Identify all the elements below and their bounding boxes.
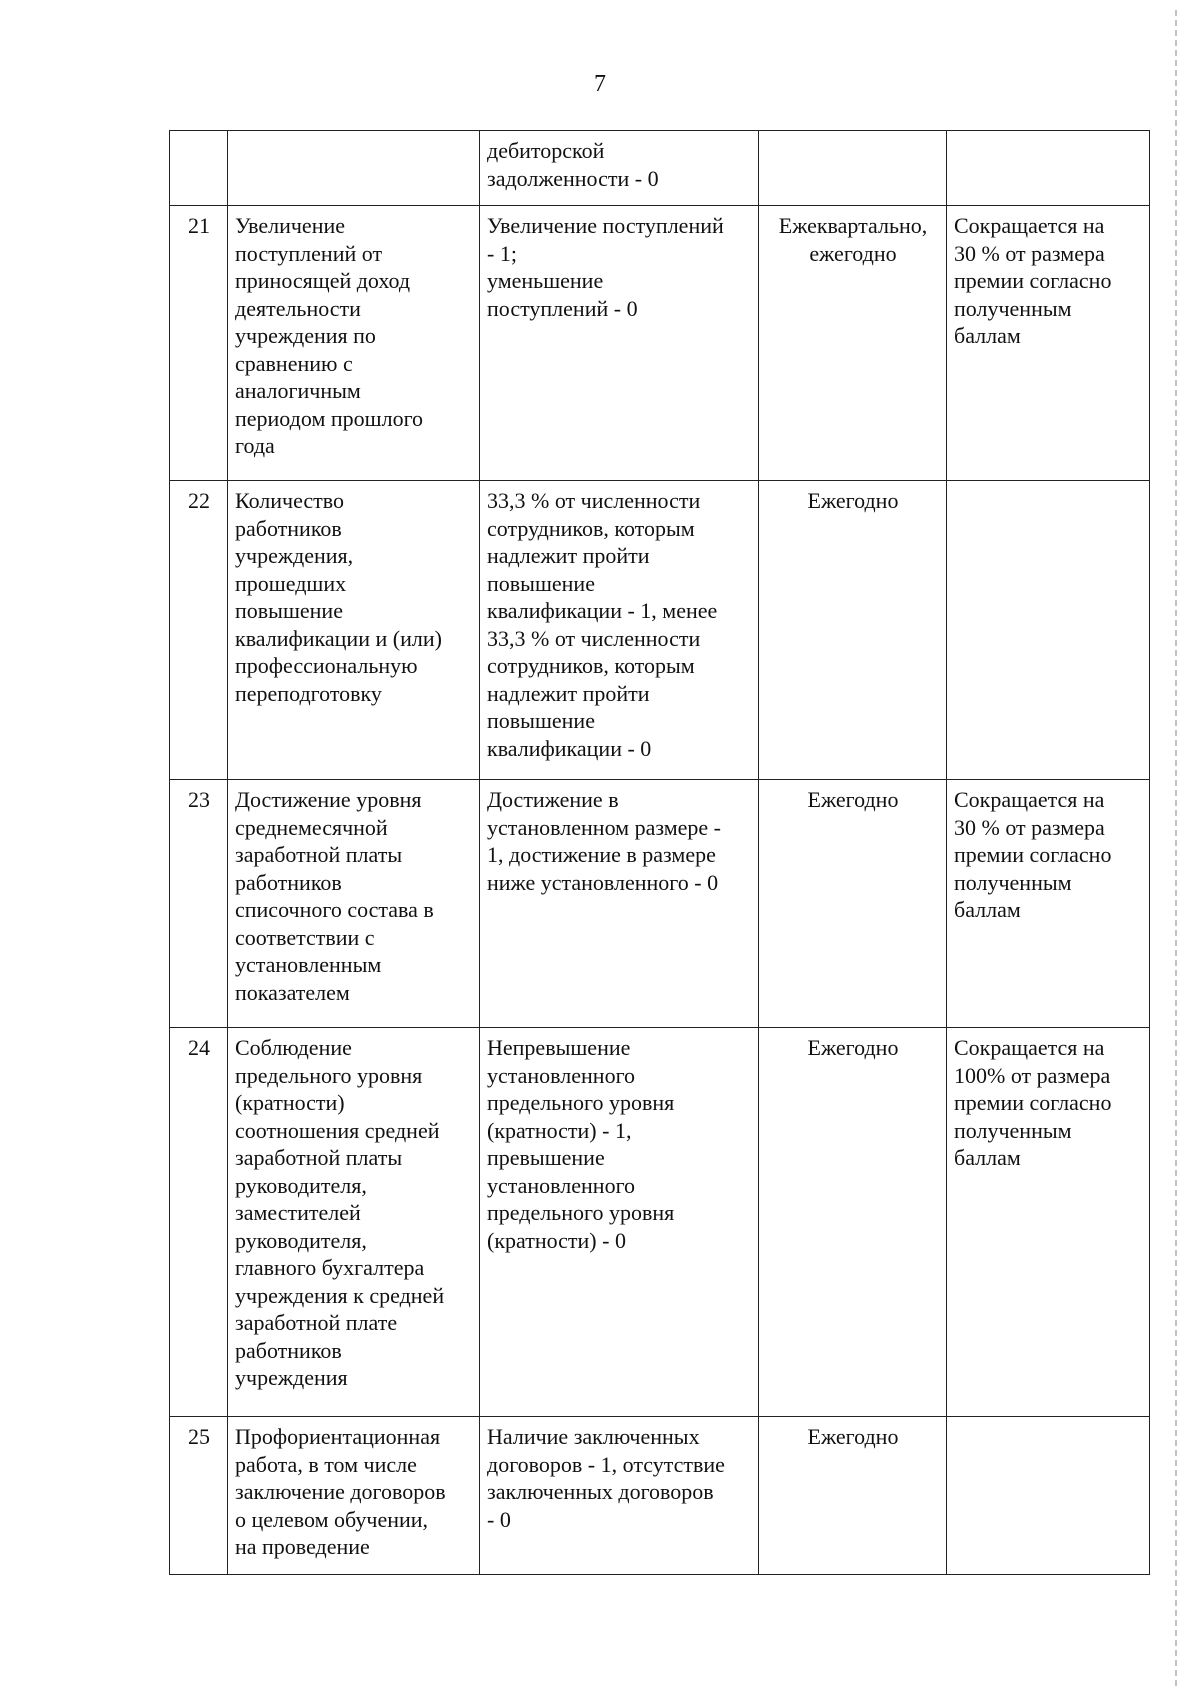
- criterion-name-cell: Увеличение поступлений от приносящей доход деятельности учреждения по сравнению с аналогичным периодом прошлого года: [228, 206, 480, 481]
- criterion-name-cell: Профориентационная работа, в том числе заключение договоров о целевом обучении, на проведение: [228, 1417, 480, 1575]
- reduction-cell: Сокращается на 30 % от размера премии согласно полученным баллам: [947, 780, 1150, 1028]
- criterion-name-cell: Соблюдение предельного уровня (кратности) соотношения средней заработной платы руководителя, заместителей руководителя, главного бухгалтера учреждения к средней заработной плате работников учреждения: [228, 1028, 480, 1417]
- table-row: [170, 206, 1150, 481]
- criterion-value-cell: 33,3 % от численности сотрудников, которым надлежит пройти повышение квалификации - 1, менее 33,3 % от численности сотрудников, которым надлежит пройти повышение квалификации - 0: [480, 481, 759, 780]
- reduction-cell: [947, 1417, 1150, 1575]
- criterion-value-cell: Непревышение установленного предельного уровня (кратности) - 1, превышение установленного предельного уровня (кратности) - 0: [480, 1028, 759, 1417]
- criterion-value-cell: Наличие заключенных договоров - 1, отсутствие заключенных договоров - 0: [480, 1417, 759, 1575]
- table-row: [170, 131, 1150, 206]
- criterion-value-cell: дебиторской задолженности - 0: [480, 131, 759, 206]
- row-number-cell: 22: [170, 481, 228, 780]
- criterion-name-cell: Достижение уровня среднемесячной заработной платы работников списочного состава в соответствии с установленным показателем: [228, 780, 480, 1028]
- criterion-name-cell: Количество работников учреждения, прошедших повышение квалификации и (или) профессиональную переподготовку: [228, 481, 480, 780]
- reduction-cell: Сокращается на 100% от размера премии согласно полученным баллам: [947, 1028, 1150, 1417]
- period-cell: Ежегодно: [759, 1028, 947, 1417]
- criterion-value-cell: Достижение в установленном размере - 1, достижение в размере ниже установленного - 0: [480, 780, 759, 1028]
- page-number: 7: [594, 71, 606, 97]
- table-row: [170, 780, 1150, 1028]
- table-row: [170, 1417, 1150, 1575]
- table-row: [170, 481, 1150, 780]
- row-number-cell: 23: [170, 780, 228, 1028]
- criteria-table: [169, 130, 1150, 1575]
- reduction-cell: [947, 131, 1150, 206]
- period-cell: Ежегодно: [759, 1417, 947, 1575]
- row-number-cell: 25: [170, 1417, 228, 1575]
- period-cell: Ежеквартально, ежегодно: [759, 206, 947, 481]
- period-cell: [759, 131, 947, 206]
- row-number-cell: 24: [170, 1028, 228, 1417]
- reduction-cell: Сокращается на 30 % от размера премии согласно полученным баллам: [947, 206, 1150, 481]
- period-cell: Ежегодно: [759, 481, 947, 780]
- criterion-value-cell: Увеличение поступлений - 1; уменьшение поступлений - 0: [480, 206, 759, 481]
- criterion-name-cell: [228, 131, 480, 206]
- table-row: [170, 1028, 1150, 1417]
- reduction-cell: [947, 481, 1150, 780]
- row-number-cell: [170, 131, 228, 206]
- period-cell: Ежегодно: [759, 780, 947, 1028]
- row-number-cell: 21: [170, 206, 228, 481]
- scan-edge-line: [1175, 10, 1177, 1690]
